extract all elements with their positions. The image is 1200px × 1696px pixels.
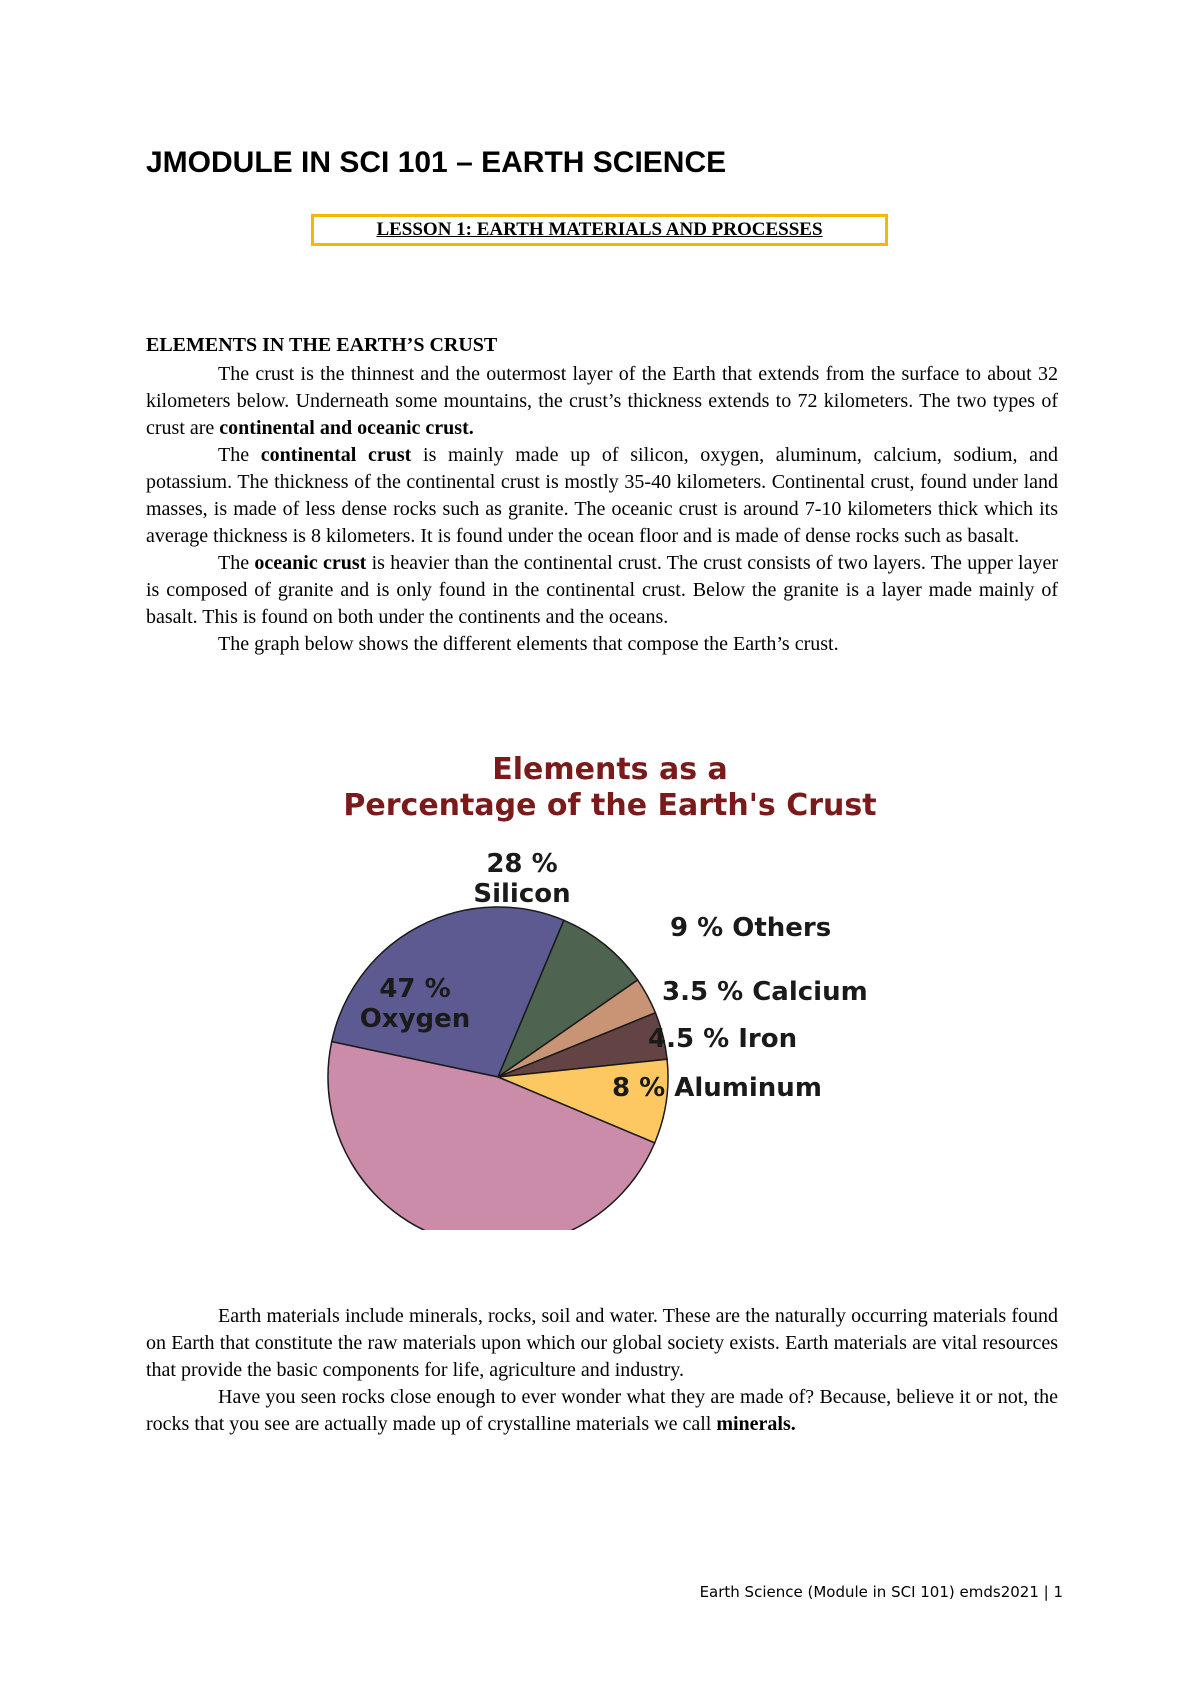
- paragraph-oceanic-crust: The oceanic crust is heavier than the continental crust. The crust consists of two layers. The upper layer is composed of granite and is only found in the continental crust. Below the granite is a layer made mainly of basalt. This is found on both under the continents and the oceans.: [146, 552, 1058, 628]
- pie-label-silicon-percent: 28 %: [486, 849, 558, 879]
- pie-label-calcium: 3.5 % Calcium: [662, 977, 868, 1007]
- pie-label-oxygen-percent: 47 %: [379, 974, 451, 1004]
- pie-chart-figure: [230, 740, 990, 1230]
- paragraph-crust-intro: The crust is the thinnest and the outermost layer of the Earth that extends from the surface to about 32 kilometers below. Underneath some mountains, the crust’s thickness extends to 72 kilometers. The two types of crust are continental and oceanic crust.: [146, 363, 1058, 439]
- bold-minerals: minerals.: [716, 1413, 796, 1435]
- pie-label-others: 9 % Others: [670, 913, 832, 943]
- lesson-title-box: [311, 214, 888, 246]
- pie-chart: [230, 740, 990, 1230]
- pie-label-oxygen-name: Oxygen: [359, 1004, 471, 1034]
- chart-title-line2: Percentage of the Earth's Crust: [343, 788, 877, 823]
- paragraph-earth-materials: Earth materials include minerals, rocks, soil and water. These are the naturally occurring materials found on Earth that constitute the raw materials upon which our global society exists. Earth materials are vital resources that provide the basic components for life, agriculture and industry.: [146, 1305, 1058, 1381]
- module-title: JMODULE IN SCI 101 – EARTH SCIENCE: [146, 146, 727, 179]
- pie-label-silicon-name: Silicon: [473, 879, 571, 909]
- page-footer: Earth Science (Module in SCI 101) emds2021 | 1: [699, 1583, 1063, 1601]
- bold-oceanic-crust: oceanic crust: [254, 552, 367, 574]
- bold-crust-types: continental and oceanic crust.: [219, 417, 474, 439]
- lesson-title: LESSON 1: EARTH MATERIALS AND PROCESSES: [376, 219, 823, 240]
- paragraph-minerals: Have you seen rocks close enough to ever wonder what they are made of? Because, believe it or not, the rocks that you see are actually made up of crystalline materials we call minerals.: [146, 1386, 1058, 1435]
- bold-continental-crust: continental crust: [260, 444, 412, 466]
- section-heading: ELEMENTS IN THE EARTH’S CRUST: [146, 334, 498, 356]
- crust-body-text: [146, 361, 1058, 658]
- materials-body-text: [146, 1303, 1058, 1438]
- pie-label-aluminum: 8 % Aluminum: [612, 1073, 822, 1103]
- paragraph-graph-intro: The graph below shows the different elements that compose the Earth’s crust.: [218, 633, 839, 655]
- pie-label-iron: 4.5 % Iron: [648, 1024, 798, 1054]
- paragraph-continental-crust: The continental crust is mainly made up of silicon, oxygen, aluminum, calcium, sodium, and potassium. The thickness of the continental crust is mostly 35-40 kilometers. Continental crust, found under land masses, is made of less dense rocks such as granite. The oceanic crust is around 7-10 kilometers thick which its average thickness is 8 kilometers. It is found under the ocean floor and is made of dense rocks such as basalt.: [146, 444, 1059, 547]
- chart-title-line1: Elements as a: [492, 752, 728, 787]
